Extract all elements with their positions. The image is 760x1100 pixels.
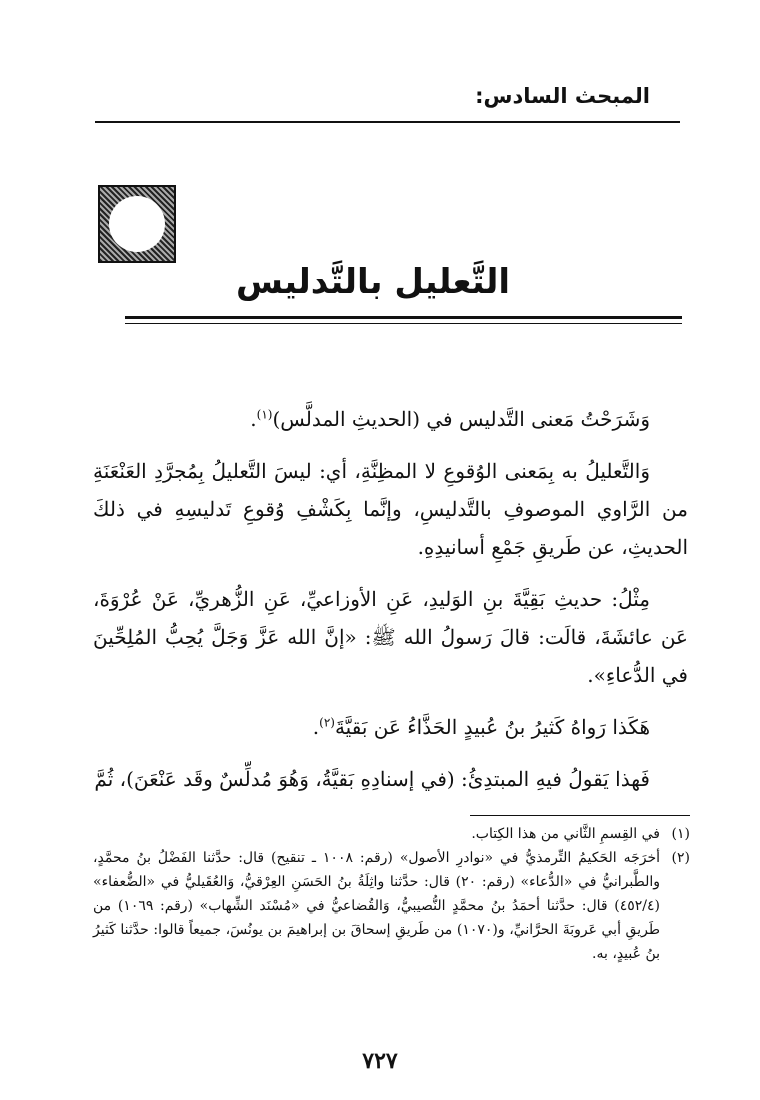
footnote-ref[interactable]: (١) (256, 407, 273, 422)
footnote (93, 822, 690, 846)
title-divider-thick (125, 316, 682, 319)
body-text (93, 400, 688, 812)
footnote-divider (470, 815, 690, 816)
running-header: المبحث السادس: (475, 84, 650, 108)
footnote-text: أخرَجَه الحَكيمُ التِّرمذيُّ في «نوادرِ الأصول» (رقم: ١٠٠٨ ـ تنقيح) قال: حدَّثنا الفَضْلُ بنُ محمَّدٍ، والطَّبرانيُّ في «الدُّعاء» (رقم: ٢٠) قال: حدَّثنا واثِلَةُ بنُ الحَسَنِ العِرْقيُّ، وَالعُقَيليُّ في «الضُّعفاء» (٤٥٢/٤) قال: حدَّثنا أحمَدُ بنُ محمَّدٍ النُّصيبيُّ، وَالقُضاعيُّ في «مُسْنَد الشِّهاب» (رقم: ١٠٦٩) من طَريقِ أبي عَروبَةَ الحرَّانيِّ، و(١٠٧٠) من طَريقِ إسحاقَ بن إبراهيمَ بن يونُسَ، جميعاً قالوا: حدَّثنا كَثيرُ بنُ عُبيدٍ، به. (93, 850, 661, 962)
title-divider-thin (125, 323, 682, 324)
paragraph: وَالتَّعليلُ به بِمَعنى الوُقوعِ لا المظِنَّةِ، أي: ليسَ التَّعليلُ بِمُجرَّدِ العَنْعَنَةِ من الرَّاوي الموصوفِ بالتَّدليسِ، وإنَّما بِكَشْفِ وُقوعِ تَدليسِهِ في ذلكَ الحديثِ، عن طَريقِ جَمْعِ أسانيدِهِ. (93, 459, 688, 559)
footnote-number: (٢) (671, 850, 690, 866)
footnote-ref[interactable]: (٢) (319, 715, 335, 730)
page-number: ٧٢٧ (362, 1048, 398, 1074)
paragraph: هَكَذا رَواهُ كَثيرُ بنُ عُبيدٍ الحَذَّاءُ عَن بَقيَّةَ$^{(٢)}$. (312, 715, 650, 739)
paragraph: مِثْلُ: حديثِ بَقِيَّةَ بنِ الوَليدِ، عَنِ الأوزاعيِّ، عَنِ الزُّهريِّ، عَنْ عُرْوَةَ، عَن عائشَةَ، قالَت: قالَ رَسولُ الله ﷺ: «إنَّ الله عَزَّ وَجَلَّ يُحِبُّ المُلِحِّينَ في الدُّعاءِ». (93, 587, 688, 687)
header-divider (95, 121, 680, 123)
footnote-text: في القِسمِ الثَّاني من هذا الكِتاب. (471, 826, 660, 842)
footnote (93, 846, 690, 966)
footnote-number: (١) (671, 826, 690, 842)
chapter-title: التَّعليل بالتَّدليس (236, 262, 510, 302)
paragraph: فَهذا يَقولُ فيهِ المبتدِئُ: (في إسنادِهِ بَقيَّةُ، وَهُوَ مُدلِّسٌ وقَد عَنْعَنَ)، ثُمَّ (94, 767, 650, 791)
footnotes (93, 822, 690, 966)
chapter-ornament-icon (98, 185, 176, 263)
paragraph: وَشَرَحْتُ مَعنى التَّدليس في (الحديثِ المدلَّس)$^{(١)}$. (250, 407, 650, 431)
